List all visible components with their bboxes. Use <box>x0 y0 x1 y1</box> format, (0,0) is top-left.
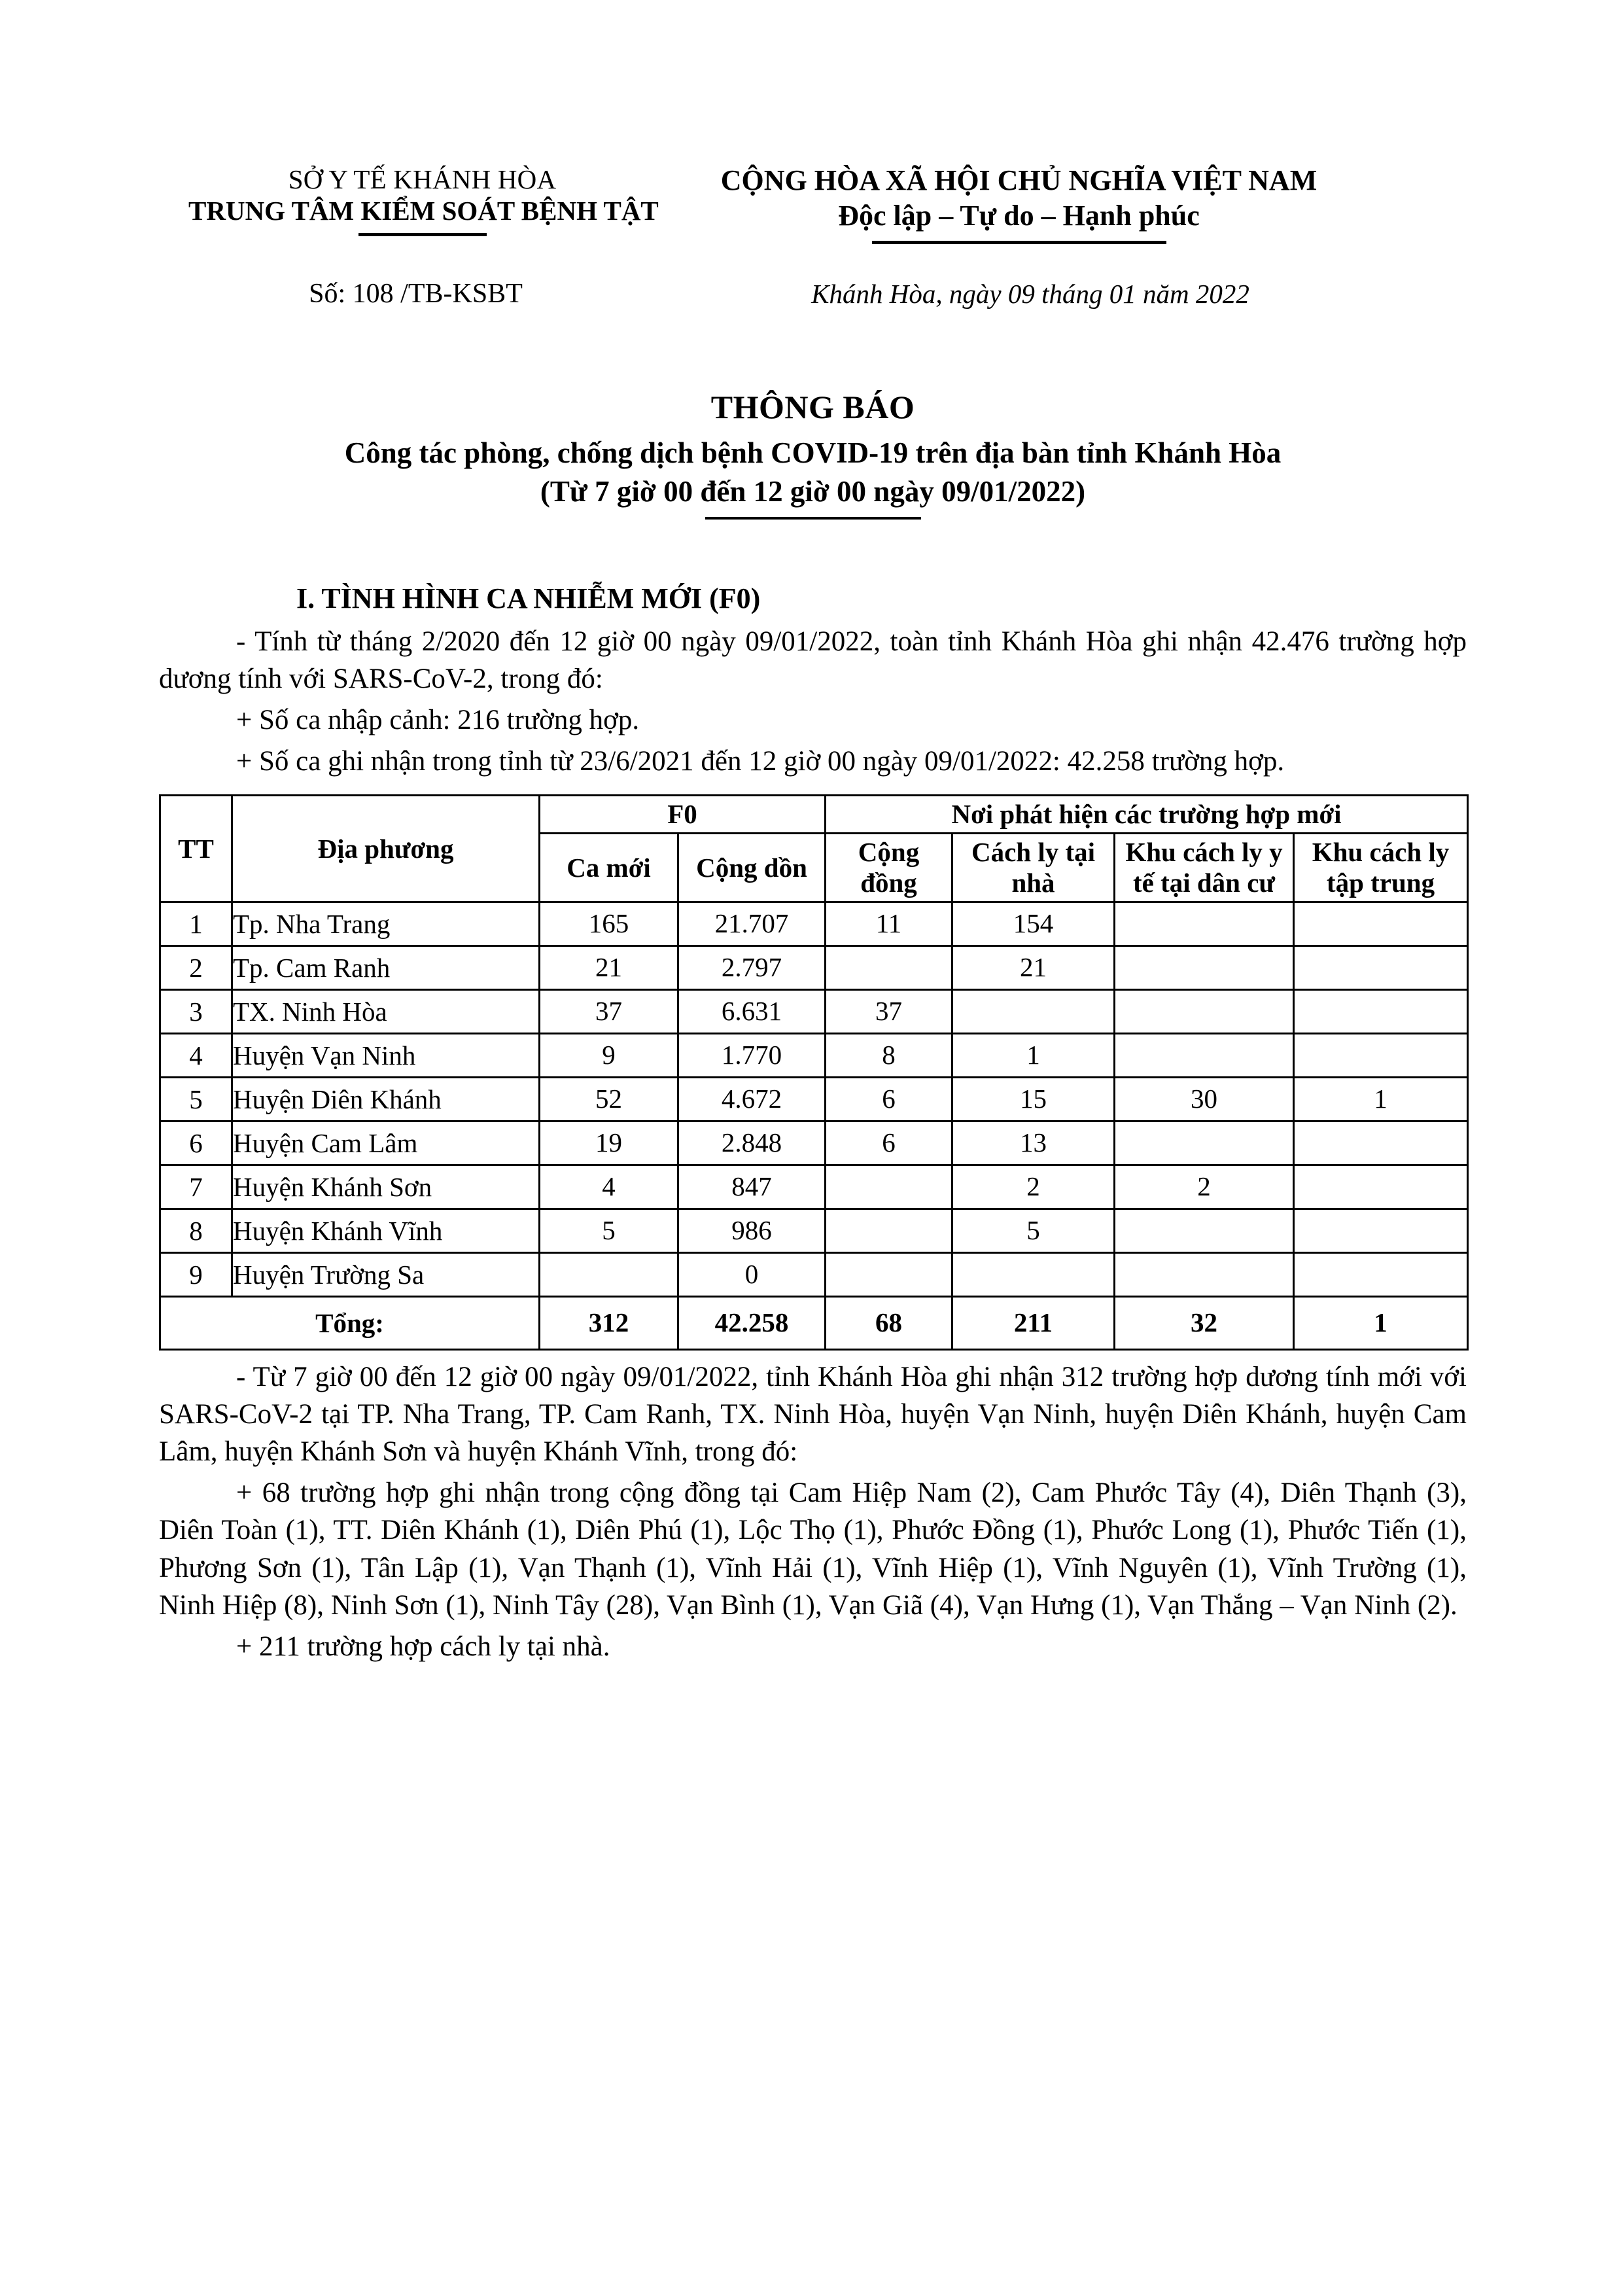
cell-community <box>826 1209 952 1252</box>
cell-cumulative: 847 <box>678 1165 826 1209</box>
department-name: SỞ Y TẾ KHÁNH HÒA <box>288 164 557 194</box>
cell-locality: Huyện Khánh Vĩnh <box>232 1209 540 1252</box>
paragraph-home-quarantine-cases: + 211 trường hợp cách ly tại nhà. <box>236 1631 610 1662</box>
col-header-centralized-quarantine: Khu cách ly tập trung <box>1294 834 1468 902</box>
section-heading-1: I. TÌNH HÌNH CA NHIỄM MỚI (F0) <box>296 582 761 614</box>
cell-centralized-quarantine <box>1294 1121 1468 1165</box>
cell-centralized-quarantine <box>1294 1165 1468 1209</box>
table-row <box>160 1165 1468 1209</box>
paragraph-new-cases-summary: - Từ 7 giờ 00 đến 12 giờ 00 ngày 09/01/2022, tỉnh Khánh Hòa ghi nhận 312 trường hợp dương tính mới với SARS-CoV-2 tại TP. Nha Trang, TP. Cam Ranh, TX. Ninh Hòa, huyện Vạn Ninh, huyện Diên Khánh, huyện Cam Lâm, huyện Khánh Sơn và huyện Khánh Vĩnh, trong đó: <box>159 1361 1467 1468</box>
cell-home-quarantine: 1 <box>952 1033 1115 1077</box>
total-new-cases: 312 <box>540 1296 678 1349</box>
cell-residential-medical-quarantine <box>1115 1033 1294 1077</box>
cell-centralized-quarantine <box>1294 902 1468 945</box>
cell-home-quarantine <box>952 1252 1115 1296</box>
col-header-community: Cộng đồng <box>826 834 952 902</box>
letterhead-divider-left <box>358 233 487 236</box>
cell-locality: Huyện Trường Sa <box>232 1252 540 1296</box>
letterhead <box>159 164 1467 244</box>
cell-locality: Huyện Khánh Sơn <box>232 1165 540 1209</box>
cell-community: 6 <box>826 1077 952 1121</box>
total-centralized-quarantine: 1 <box>1294 1296 1468 1349</box>
cell-cumulative: 21.707 <box>678 902 826 945</box>
subtitle-line-1: Công tác phòng, chống dịch bệnh COVID-19 trên địa bàn tỉnh Khánh Hòa <box>344 436 1282 469</box>
cell-cumulative: 1.770 <box>678 1033 826 1077</box>
cell-residential-medical-quarantine <box>1115 902 1294 945</box>
center-name: TRUNG TÂM KIỂM SOÁT BỆNH TẬT <box>188 196 659 226</box>
issuing-organization <box>159 164 659 236</box>
cell-tt: 8 <box>160 1209 232 1252</box>
table-total-row <box>160 1296 1468 1349</box>
cell-community: 6 <box>826 1121 952 1165</box>
cell-tt: 9 <box>160 1252 232 1296</box>
cell-residential-medical-quarantine <box>1115 1209 1294 1252</box>
table-row <box>160 945 1468 989</box>
cell-residential-medical-quarantine <box>1115 1252 1294 1296</box>
cell-new-cases: 37 <box>540 989 678 1033</box>
table-body <box>160 902 1468 1349</box>
cell-cumulative: 4.672 <box>678 1077 826 1121</box>
page-title: THÔNG BÁO <box>710 388 915 425</box>
cell-tt: 5 <box>160 1077 232 1121</box>
group-header-f0: F0 <box>540 796 826 834</box>
total-home-quarantine: 211 <box>952 1296 1115 1349</box>
cell-tt: 7 <box>160 1165 232 1209</box>
cell-locality: TX. Ninh Hòa <box>232 989 540 1033</box>
subheader-row <box>159 278 1467 309</box>
cell-home-quarantine <box>952 989 1115 1033</box>
cell-home-quarantine: 5 <box>952 1209 1115 1252</box>
cell-community <box>826 945 952 989</box>
cell-tt: 1 <box>160 902 232 945</box>
cell-home-quarantine: 21 <box>952 945 1115 989</box>
cell-community: 8 <box>826 1033 952 1077</box>
group-header-detection-place: Nơi phát hiện các trường hợp mới <box>826 796 1468 834</box>
cell-residential-medical-quarantine <box>1115 945 1294 989</box>
cell-cumulative: 0 <box>678 1252 826 1296</box>
cell-total-label: Tổng: <box>160 1296 540 1349</box>
cell-centralized-quarantine <box>1294 945 1468 989</box>
table-row <box>160 989 1468 1033</box>
cell-home-quarantine: 15 <box>952 1077 1115 1121</box>
cell-centralized-quarantine <box>1294 989 1468 1033</box>
cell-residential-medical-quarantine <box>1115 989 1294 1033</box>
total-residential-medical-quarantine: 32 <box>1115 1296 1294 1349</box>
paragraph-total-cases: - Tính từ tháng 2/2020 đến 12 giờ 00 ngày 09/01/2022, toàn tỉnh Khánh Hòa ghi nhận 42.476 trường hợp dương tính với SARS-CoV-2, trong đó: <box>159 626 1467 694</box>
cell-locality: Huyện Vạn Ninh <box>232 1033 540 1077</box>
country-name: CỘNG HÒA XÃ HỘI CHỦ NGHĨA VIỆT NAM <box>720 164 1318 196</box>
total-community: 68 <box>826 1296 952 1349</box>
cell-tt: 6 <box>160 1121 232 1165</box>
paragraph-community-cases-list: + 68 trường hợp ghi nhận trong cộng đồng tại Cam Hiệp Nam (2), Cam Phước Tây (4), Diên Thạnh (3), Diên Toàn (1), TT. Diên Khánh (1), Diên Phú (1), Lộc Thọ (1), Phước Đồng (1), Phước Long (1), Phước Tiến (1), Phương Sơn (1), Tân Lập (1), Vạn Thạnh (1), Vĩnh Hải (1), Vĩnh Hiệp (1), Vĩnh Nguyên (1), Vĩnh Trường (1), Ninh Hiệp (8), Ninh Sơn (1), Ninh Tây (28), Vạn Bình (1), Vạn Giã (4), Vạn Hưng (1), Vạn Thắng – Vạn Ninh (2). <box>159 1477 1467 1621</box>
cell-new-cases <box>540 1252 678 1296</box>
paragraph-imported-cases: + Số ca nhập cảnh: 216 trường hợp. <box>236 705 640 736</box>
cell-community <box>826 1165 952 1209</box>
national-heading <box>656 164 1467 244</box>
cell-tt: 2 <box>160 945 232 989</box>
cell-home-quarantine: 154 <box>952 902 1115 945</box>
covid-case-table <box>159 794 1469 1350</box>
cell-tt: 3 <box>160 989 232 1033</box>
cell-home-quarantine: 13 <box>952 1121 1115 1165</box>
cell-centralized-quarantine <box>1294 1252 1468 1296</box>
cell-cumulative: 2.797 <box>678 945 826 989</box>
place-and-date: Khánh Hòa, ngày 09 tháng 01 năm 2022 <box>811 278 1249 309</box>
document-content <box>159 0 1467 1665</box>
table-row <box>160 1121 1468 1165</box>
cell-locality: Tp. Nha Trang <box>232 902 540 945</box>
cell-cumulative: 2.848 <box>678 1121 826 1165</box>
national-motto: Độc lập – Tự do – Hạnh phúc <box>838 199 1200 232</box>
cell-residential-medical-quarantine: 2 <box>1115 1165 1294 1209</box>
title-divider <box>705 517 921 520</box>
document-subtitle <box>159 434 1467 512</box>
cell-new-cases: 52 <box>540 1077 678 1121</box>
cell-tt: 4 <box>160 1033 232 1077</box>
cell-new-cases: 5 <box>540 1209 678 1252</box>
cell-centralized-quarantine: 1 <box>1294 1077 1468 1121</box>
cell-community: 37 <box>826 989 952 1033</box>
paragraph-local-cases: + Số ca ghi nhận trong tỉnh từ 23/6/2021 đến 12 giờ 00 ngày 09/01/2022: 42.258 trường hợp. <box>236 746 1285 777</box>
col-header-home-quarantine: Cách ly tại nhà <box>952 834 1115 902</box>
cell-locality: Huyện Diên Khánh <box>232 1077 540 1121</box>
cell-residential-medical-quarantine <box>1115 1121 1294 1165</box>
cell-locality: Huyện Cam Lâm <box>232 1121 540 1165</box>
col-header-tt: TT <box>160 796 232 902</box>
cell-cumulative: 986 <box>678 1209 826 1252</box>
cell-community: 11 <box>826 902 952 945</box>
table-row <box>160 1209 1468 1252</box>
table-row <box>160 1252 1468 1296</box>
col-header-locality: Địa phương <box>232 796 540 902</box>
cell-cumulative: 6.631 <box>678 989 826 1033</box>
cell-residential-medical-quarantine: 30 <box>1115 1077 1294 1121</box>
letterhead-divider-right <box>872 241 1166 244</box>
table-row <box>160 902 1468 945</box>
subtitle-line-2: (Từ 7 giờ 00 đến 12 giờ 00 ngày 09/01/2022) <box>540 475 1086 508</box>
cell-locality: Tp. Cam Ranh <box>232 945 540 989</box>
cell-new-cases: 9 <box>540 1033 678 1077</box>
cell-centralized-quarantine <box>1294 1033 1468 1077</box>
cell-home-quarantine: 2 <box>952 1165 1115 1209</box>
table-row <box>160 1033 1468 1077</box>
col-header-cumulative: Cộng dồn <box>678 834 826 902</box>
total-cumulative: 42.258 <box>678 1296 826 1349</box>
cell-new-cases: 4 <box>540 1165 678 1209</box>
document-number: Số: 108 /TB-KSBT <box>309 278 523 309</box>
table-row <box>160 1077 1468 1121</box>
cell-new-cases: 165 <box>540 902 678 945</box>
col-header-new-cases: Ca mới <box>540 834 678 902</box>
table-header <box>160 796 1468 902</box>
cell-community <box>826 1252 952 1296</box>
cell-new-cases: 19 <box>540 1121 678 1165</box>
col-header-residential-medical-quarantine: Khu cách ly y tế tại dân cư <box>1115 834 1294 902</box>
cell-centralized-quarantine <box>1294 1209 1468 1252</box>
table-header-row-groups <box>160 796 1468 834</box>
cell-new-cases: 21 <box>540 945 678 989</box>
